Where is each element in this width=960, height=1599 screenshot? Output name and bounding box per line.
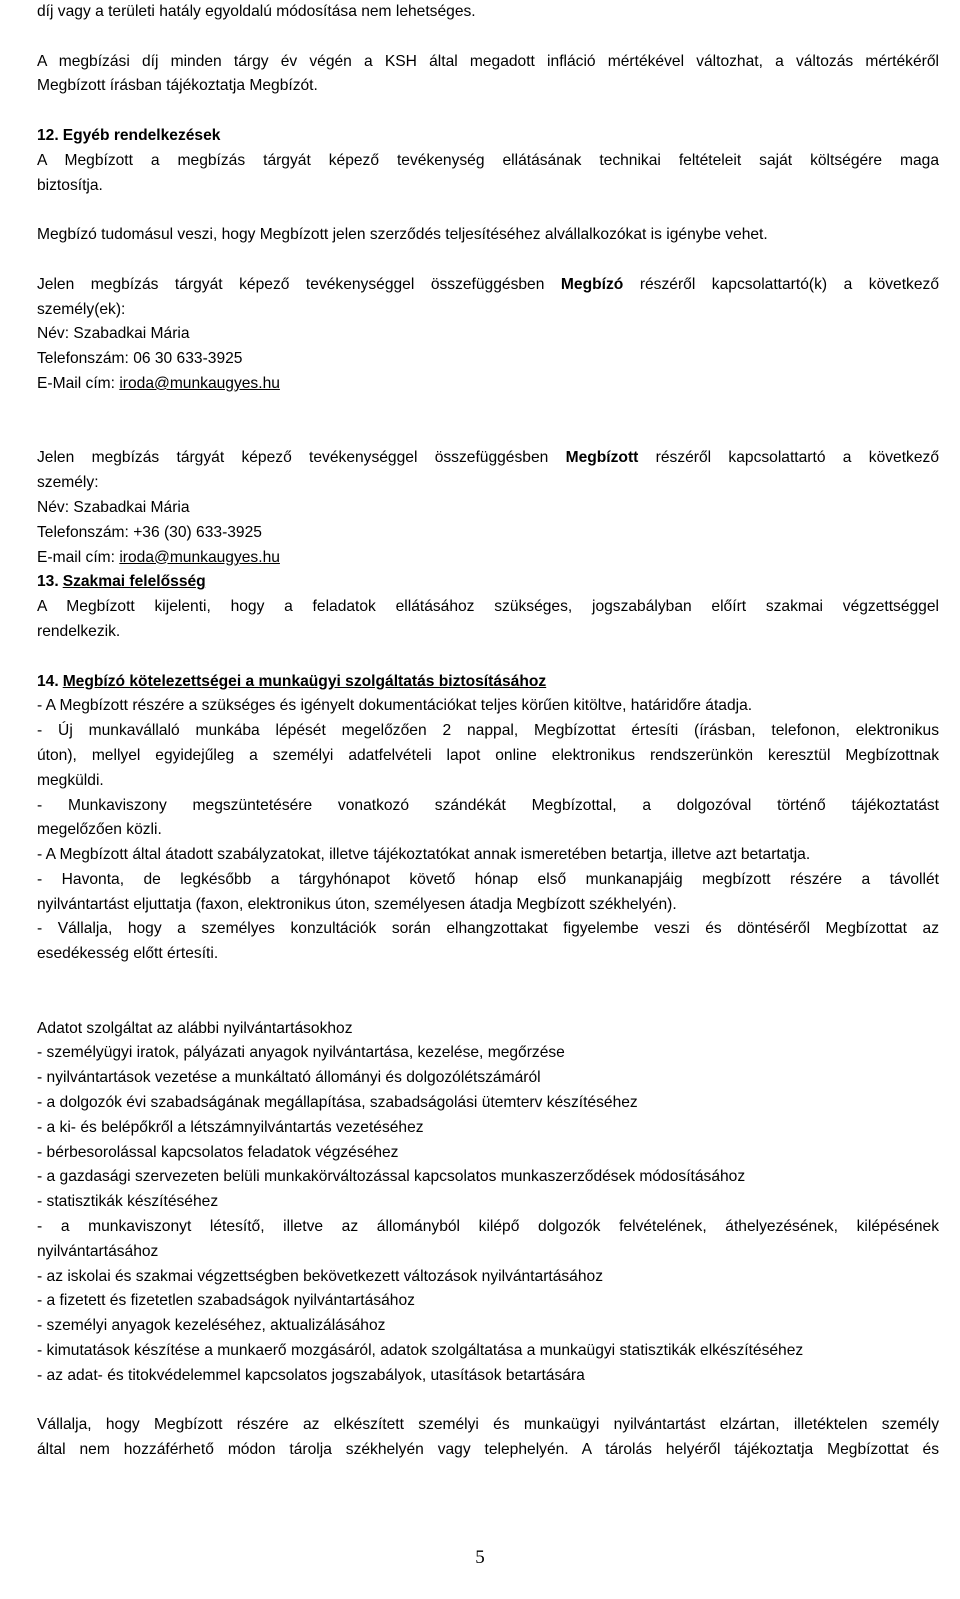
contact-phone: Telefonszám: +36 (30) 633-3925	[37, 523, 262, 541]
email-label: E-mail cím:	[37, 548, 120, 566]
spacer	[37, 99, 939, 124]
section-number: 12.	[37, 126, 59, 144]
email-link[interactable]: iroda@munkaugyes.hu	[119, 374, 280, 392]
list-item: - a ki- és belépőkről a létszámnyilvántartás vezetéséhez	[37, 1118, 424, 1136]
text-run: részéről kapcsolattartó(k) a következő	[623, 275, 939, 293]
obligation-line: esedékesség előtt értesíti.	[37, 945, 219, 963]
obligation-line: - Új munkavállaló munkába lépését megelőzően 2 nappal, Megbízottat értesíti (írásban, telefonon, elektronikus	[37, 722, 939, 740]
obligation-line: megküldi.	[37, 771, 104, 789]
spacer	[37, 967, 939, 992]
obligation-line: - A Megbízott által átadott szabályzatokat, illetve tájékoztatókat annak ismeretében betartja, illetve azt betartatja.	[37, 846, 811, 864]
list-item: - az iskolai és szakmai végzettségben bekövetkezett változások nyilvántartásához	[37, 1267, 603, 1285]
paragraph-line: Megbízott írásban tájékoztatja Megbízót.	[37, 77, 318, 95]
contact-email-line	[37, 372, 939, 397]
section-number: 14.	[37, 672, 59, 690]
spacer	[37, 992, 939, 1017]
list-item: - az adat- és titokvédelemmel kapcsolatos jogszabályok, utasítások betartására	[37, 1366, 585, 1384]
records-intro: Adatot szolgáltat az alábbi nyilvántartásokhoz	[37, 1019, 353, 1037]
section-number: 13.	[37, 573, 59, 591]
section-13-heading	[37, 570, 939, 595]
contact1-intro-line	[37, 273, 939, 298]
party-name: Megbízó	[560, 275, 624, 293]
paragraph-line: Vállalja, hogy Megbízott részére az elkészített személyi és munkaügyi nyilvántartást elzártan, illetéktelen személy	[37, 1416, 939, 1434]
contact-email-line	[37, 546, 939, 571]
paragraph-line: A megbízási díj minden tárgy év végén a KSH által megadott infláció mértékével változhat, a változás mértékéről	[37, 52, 939, 70]
paragraph-line: rendelkezik.	[37, 622, 121, 640]
obligation-line: megelőzően közli.	[37, 821, 162, 839]
section-title: Szakmai felelősség	[62, 573, 206, 591]
list-item: - a dolgozók évi szabadságának megállapítása, szabadságolási ütemterv készítéséhez	[37, 1094, 638, 1112]
section-title: Megbízó kötelezettségei a munkaügyi szolgáltatás biztosításához	[62, 672, 547, 690]
paragraph-line: személy:	[37, 474, 99, 492]
paragraph-line: Megbízó tudomásul veszi, hogy Megbízott jelen szerződés teljesítéséhez alvállalkozókat is igénybe vehet.	[37, 226, 768, 244]
spacer	[37, 422, 939, 447]
list-item: - nyilvántartások vezetése a munkáltató állományi és dolgozólétszámáról	[37, 1069, 541, 1087]
section-12-heading	[37, 124, 939, 149]
spacer	[37, 1389, 939, 1414]
list-item-continued: nyilvántartásához	[37, 1242, 159, 1260]
section-14-heading	[37, 670, 939, 695]
text-run: Jelen megbízás tárgyát képező tevékenységgel összefüggésben	[37, 449, 566, 467]
spacer	[37, 645, 939, 670]
paragraph-line: biztosítja.	[37, 176, 103, 194]
email-label: E-Mail cím:	[37, 374, 120, 392]
obligation-line: - Munkaviszony megszüntetésére vonatkozó szándékát Megbízottal, a dolgozóval történő tájékoztatást	[37, 796, 939, 814]
list-item: - a fizetett és fizetetlen szabadságok nyilvántartásához	[37, 1292, 415, 1310]
obligation-line: úton), mellyel egyidejűleg a személyi adatfelvételi lapot online elektronikus rendszerünkön keresztül Megbízottnak	[37, 746, 939, 764]
list-item: - statisztikák készítéséhez	[37, 1193, 219, 1211]
list-item: - személyügyi iratok, pályázati anyagok nyilvántartása, kezelése, megőrzése	[37, 1044, 565, 1062]
obligation-line: - Havonta, de legkésőbb a tárgyhónapot követő hónap első munkanapjáig megbízott részére a távollét	[37, 870, 939, 888]
list-item: - a gazdasági szervezeten belüli munkakörváltozással kapcsolatos munkaszerződések módosításához	[37, 1168, 746, 1186]
spacer	[37, 198, 939, 223]
spacer	[37, 397, 939, 422]
list-item: - a munkaviszonyt létesítő, illetve az állományból kilépő dolgozók felvételének, áthelyezésének, kilépésének	[37, 1218, 939, 1236]
contact2-intro-line	[37, 446, 939, 471]
contact-name: Név: Szabadkai Mária	[37, 498, 190, 516]
spacer	[37, 248, 939, 273]
list-item: - kimutatások készítése a munkaerő mozgásáról, adatok szolgáltatása a munkaügyi statisztikák elkészítéséhez	[37, 1342, 804, 1360]
paragraph-line: A Megbízott a megbízás tárgyát képező tevékenység ellátásának technikai feltételeit saját költségére maga	[37, 151, 939, 169]
document-page	[37, 0, 939, 1463]
text-run: részéről kapcsolattartó a következő	[638, 449, 939, 467]
list-item: - személyi anyagok kezeléséhez, aktualizálásához	[37, 1317, 386, 1335]
paragraph-line: személy(ek):	[37, 300, 126, 318]
obligation-line: - Vállalja, hogy a személyes konzultációk során elhangzottakat figyelembe veszi és döntéséről Megbízottat az	[37, 920, 939, 938]
party-name: Megbízott	[565, 449, 639, 467]
obligation-line: - A Megbízott részére a szükséges és igényelt dokumentációkat teljes körűen kitöltve, határidőre átadja.	[37, 697, 753, 715]
email-link[interactable]: iroda@munkaugyes.hu	[119, 548, 280, 566]
contact-name: Név: Szabadkai Mária	[37, 325, 190, 343]
obligation-line: nyilvántartást eljuttatja (faxon, elektronikus úton, személyesen átadja Megbízott székhelyén).	[37, 895, 677, 913]
paragraph-line: A Megbízott kijelenti, hogy a feladatok ellátásához szükséges, jogszabályban előírt szakmai végzettséggel	[37, 598, 939, 616]
contact-phone: Telefonszám: 06 30 633-3925	[37, 350, 243, 368]
page-number: 5	[475, 1547, 485, 1568]
paragraph-line: által nem hozzáférhető módon tárolja székhelyén vagy telephelyén. A tárolás helyéről tájékoztatja Megbízottat és	[37, 1441, 939, 1459]
section-title: Egyéb rendelkezések	[62, 126, 221, 144]
paragraph-line: díj vagy a területi hatály egyoldalú módosítása nem lehetséges.	[37, 3, 476, 20]
spacer	[37, 25, 939, 50]
text-run: Jelen megbízás tárgyát képező tevékenységgel összefüggésben	[37, 275, 561, 293]
list-item: - bérbesorolással kapcsolatos feladatok végzéséhez	[37, 1143, 399, 1161]
